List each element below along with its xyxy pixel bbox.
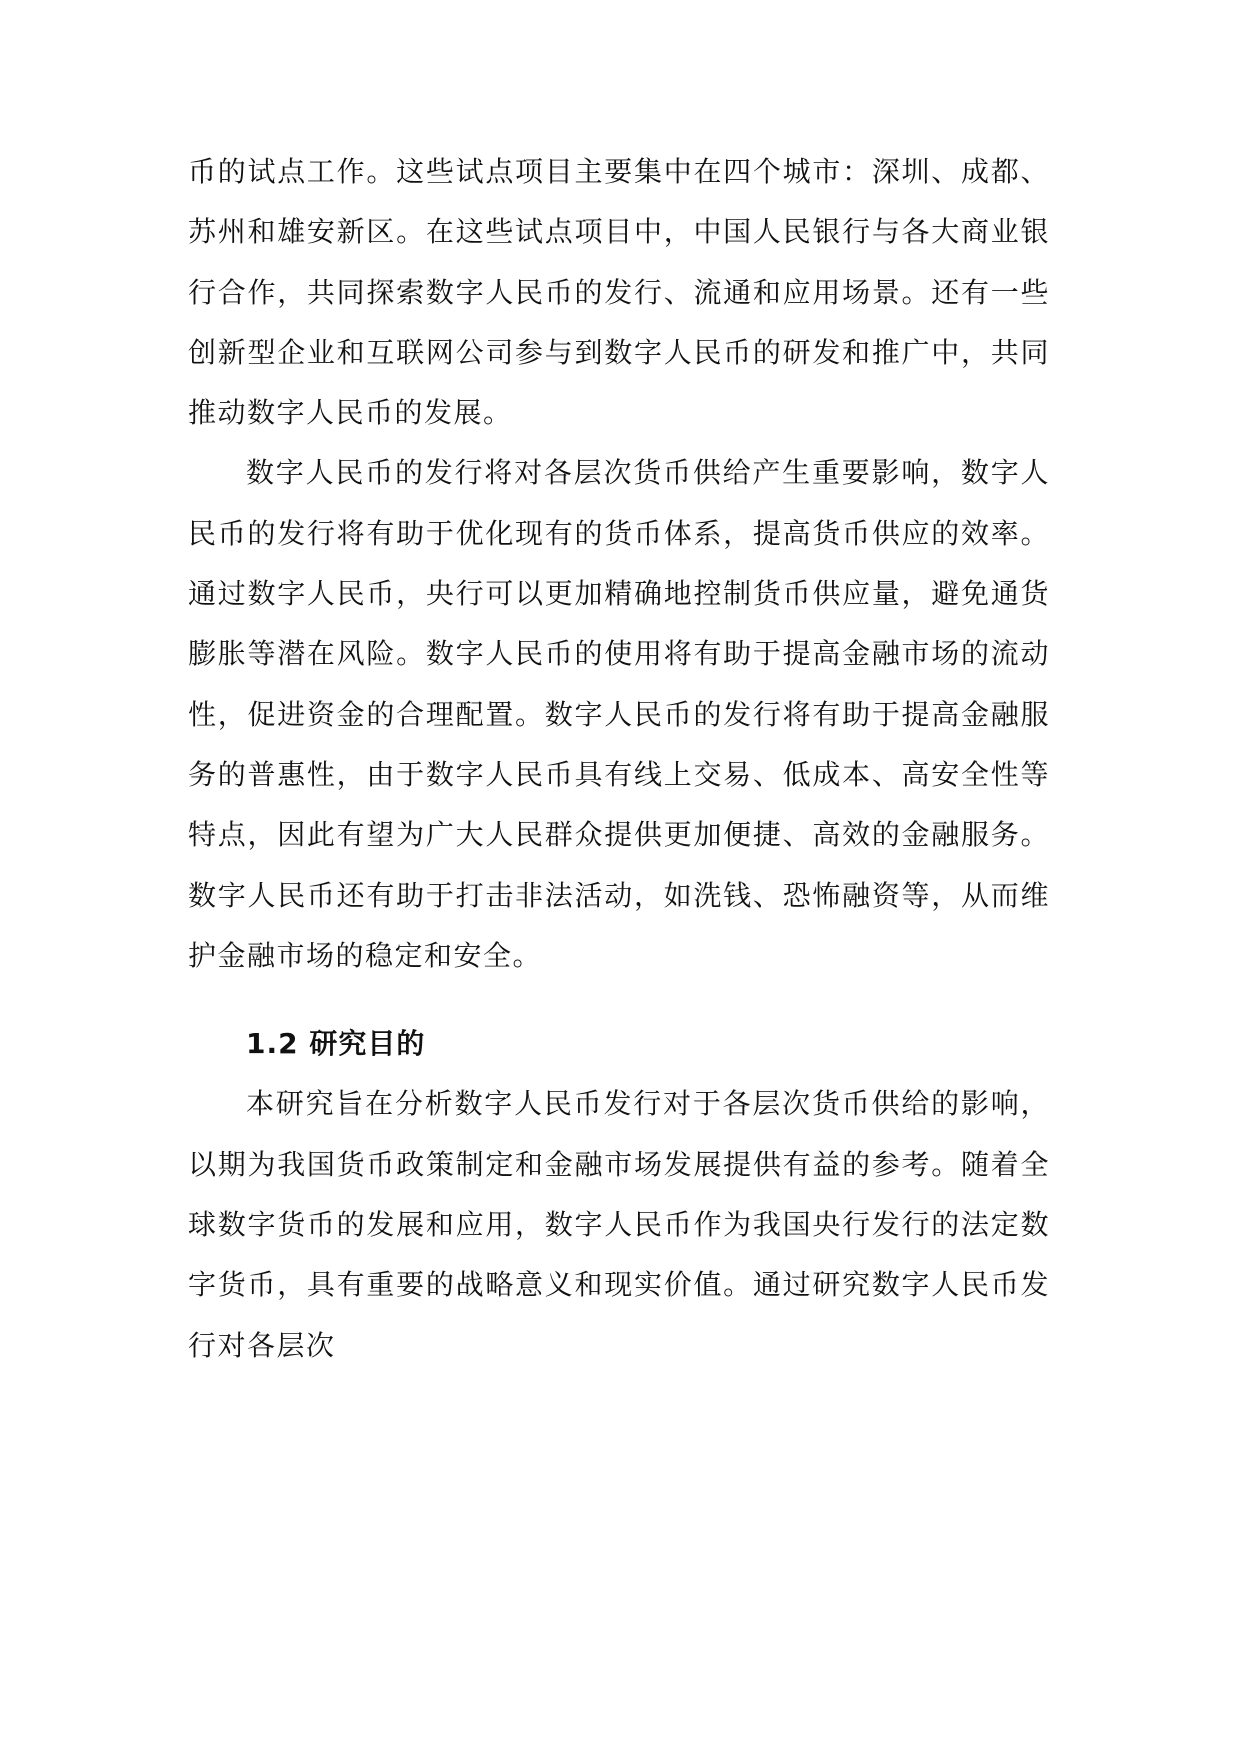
paragraph-research-purpose: 本研究旨在分析数字人民币发行对于各层次货币供给的影响，以期为我国货币政策制定和金融市场发展提供有益的参考。随着全球数字货币的发展和应用，数字人民币作为我国央行发行的法定数字货币，具有重要的战略意义和现实价值。通过研究数字人民币发行对各层次 bbox=[188, 1087, 1050, 1362]
paragraph-pilot-projects: 币的试点工作。这些试点项目主要集中在四个城市：深圳、成都、苏州和雄安新区。在这些试点项目中，中国人民银行与各大商业银行合作，共同探索数字人民币的发行、流通和应用场景。还有一些创新型企业和互联网公司参与到数字人民币的研发和推广中，共同推动数字人民币的发展。 bbox=[188, 155, 1050, 430]
section-heading-research-purpose: 1.2 研究目的 bbox=[246, 1027, 426, 1061]
section-spacer bbox=[188, 986, 1050, 1014]
paragraph-money-supply-impact: 数字人民币的发行将对各层次货币供给产生重要影响，数字人民币的发行将有助于优化现有的货币体系，提高货币供应的效率。通过数字人民币，央行可以更加精确地控制货币供应量，避免通货膨胀等潜在风险。数字人民币的使用将有助于提高金融市场的流动性，促进资金的合理配置。数字人民币的发行将有助于提高金融服务的普惠性，由于数字人民币具有线上交易、低成本、高安全性等特点，因此有望为广大人民群众提供更加便捷、高效的金融服务。数字人民币还有助于打击非法活动，如洗钱、恐怖融资等，从而维护金融市场的稳定和安全。 bbox=[188, 456, 1050, 972]
document-body bbox=[188, 142, 1050, 1376]
